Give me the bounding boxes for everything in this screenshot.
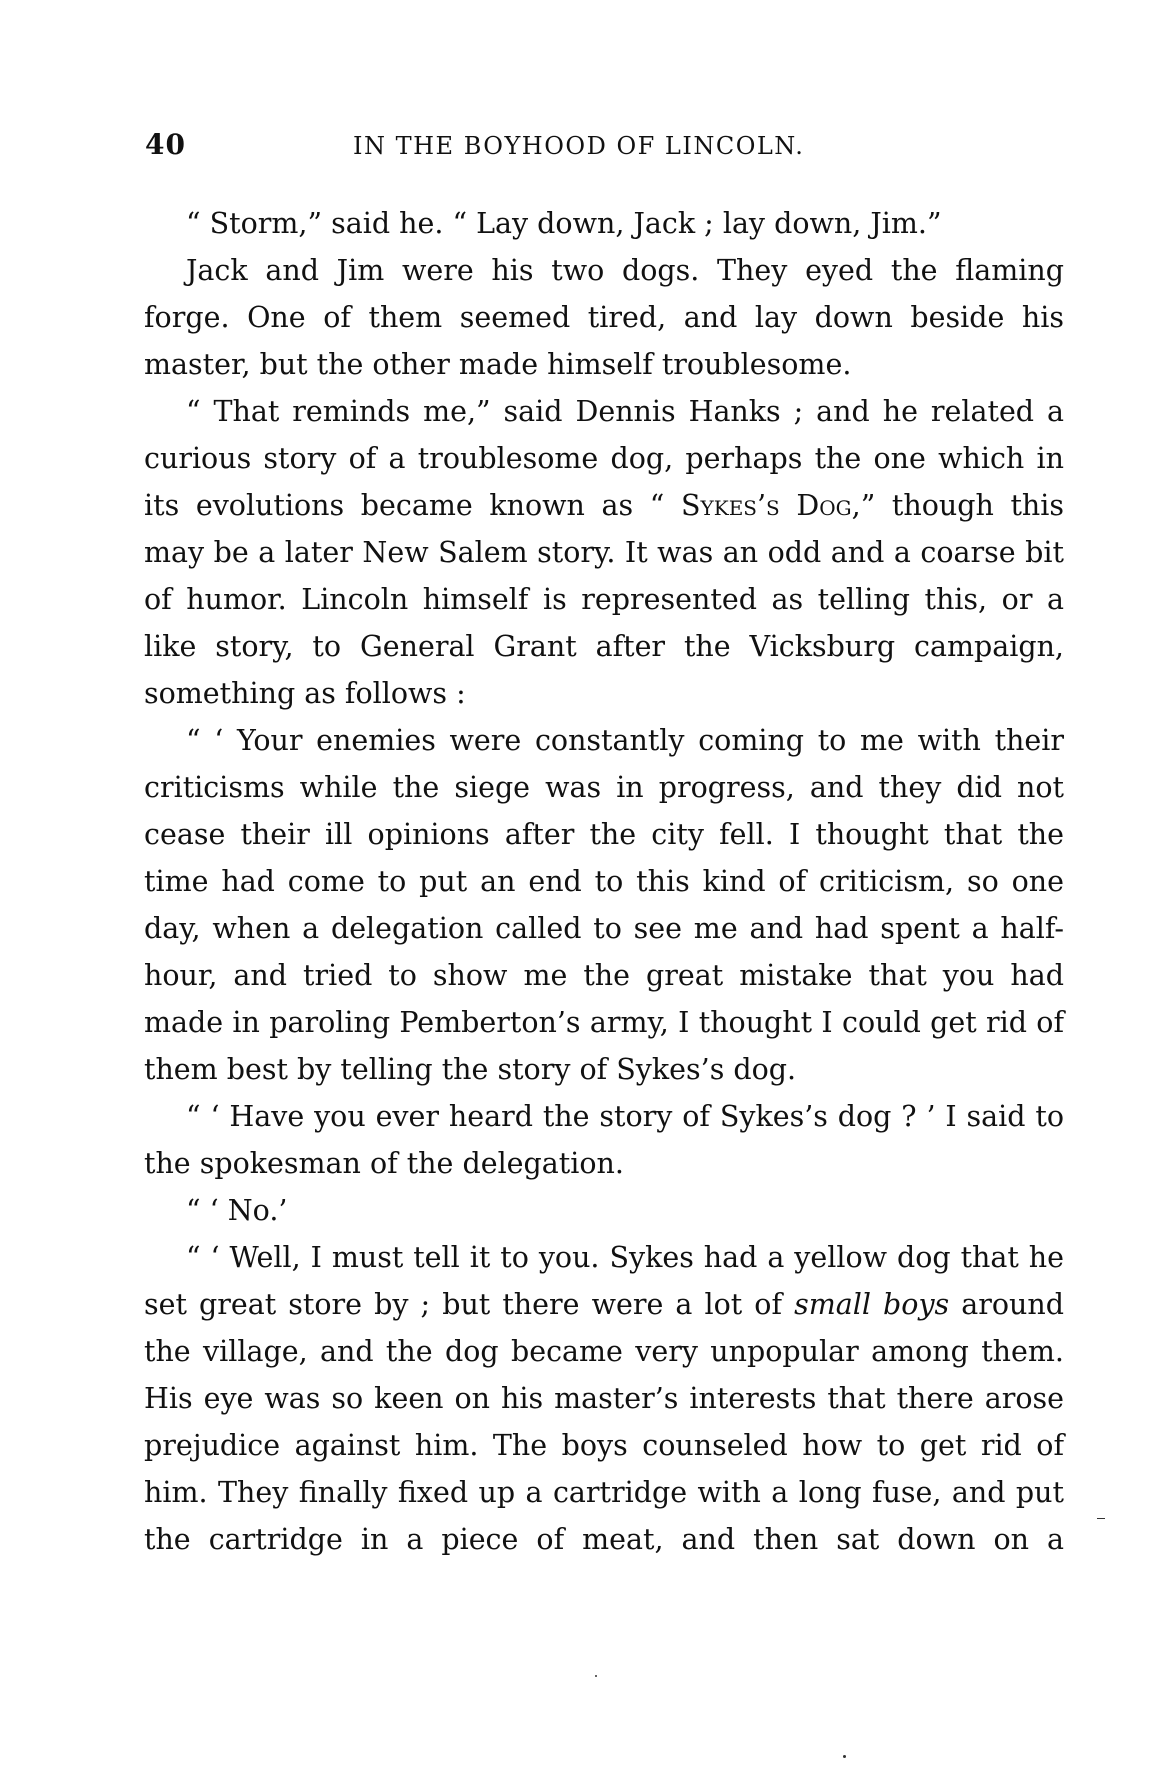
paragraph-no: “ ‘ No.’ bbox=[186, 1194, 288, 1227]
paragraph-dogs: Jack and Jim were his two dogs. They eyed the flaming forge. One of them seemed tired, and lay down beside his master, but the other made himself troublesome. bbox=[144, 254, 1064, 381]
paragraph-your-enemies: “ ‘ Your enemies were constantly coming to me with their criticisms while the siege was in progress, and they did not cease their ill opinions after the city fell. I thought that the time had come to put an end to this kind of criticism, so one day, when a delegation called to see me and had spent a half-hour, and tried to show me the great mistake that you had made in paroling Pemberton’s army, I thought I could get rid of them best by telling the story of Sykes’s dog. bbox=[144, 724, 1064, 1086]
paragraph-segment: around the village, and the dog became very unpopular among them. His eye was so keen on his master’s interests that there arose prejudice against him. The boys counseled how to get rid of him. They finally fixed up a cartridge with a long fuse, and put the cartridge in a piece of meat, and then sat down on a bbox=[144, 1288, 1064, 1556]
paragraph-segment: “ That reminds me,” said Dennis Hanks ; and he related a curious story of a troublesome dog, perhaps the one which in its evolutions became known as “ bbox=[144, 395, 1064, 522]
paragraph-segment: ,” though this may be a later New Salem story. It was an odd and a coarse bit of humor. Lincoln himself is represented as telling this, or a like story, to General Grant after the Vicksburg campaign, something as follows : bbox=[144, 489, 1065, 710]
ink-speck bbox=[843, 1755, 846, 1758]
paragraph-reminds-me bbox=[144, 388, 1064, 717]
paragraph-segment: “ ‘ Well, I must tell it to you. Sykes had a yellow dog that he set great store by ; but there were a lot of bbox=[144, 1241, 1064, 1321]
paragraph-have-you-heard: “ ‘ Have you ever heard the story of Sykes’s dog ? ’ I said to the spokesman of the delegation. bbox=[144, 1100, 1064, 1180]
body-text bbox=[144, 200, 1064, 1563]
page-number: 40 bbox=[145, 128, 186, 161]
ink-speck bbox=[595, 1675, 597, 1677]
page-header bbox=[145, 128, 1065, 168]
italic-phrase: small boys bbox=[794, 1288, 950, 1321]
small-caps-title: Sykes’s Dog bbox=[681, 489, 852, 522]
paragraph-storm: “ Storm,” said he. “ Lay down, Jack ; lay down, Jim.” bbox=[186, 207, 942, 240]
paragraph-well bbox=[144, 1234, 1064, 1563]
running-title: IN THE BOYHOOD OF LINCOLN. bbox=[353, 132, 805, 160]
ink-speck bbox=[1097, 1518, 1105, 1519]
